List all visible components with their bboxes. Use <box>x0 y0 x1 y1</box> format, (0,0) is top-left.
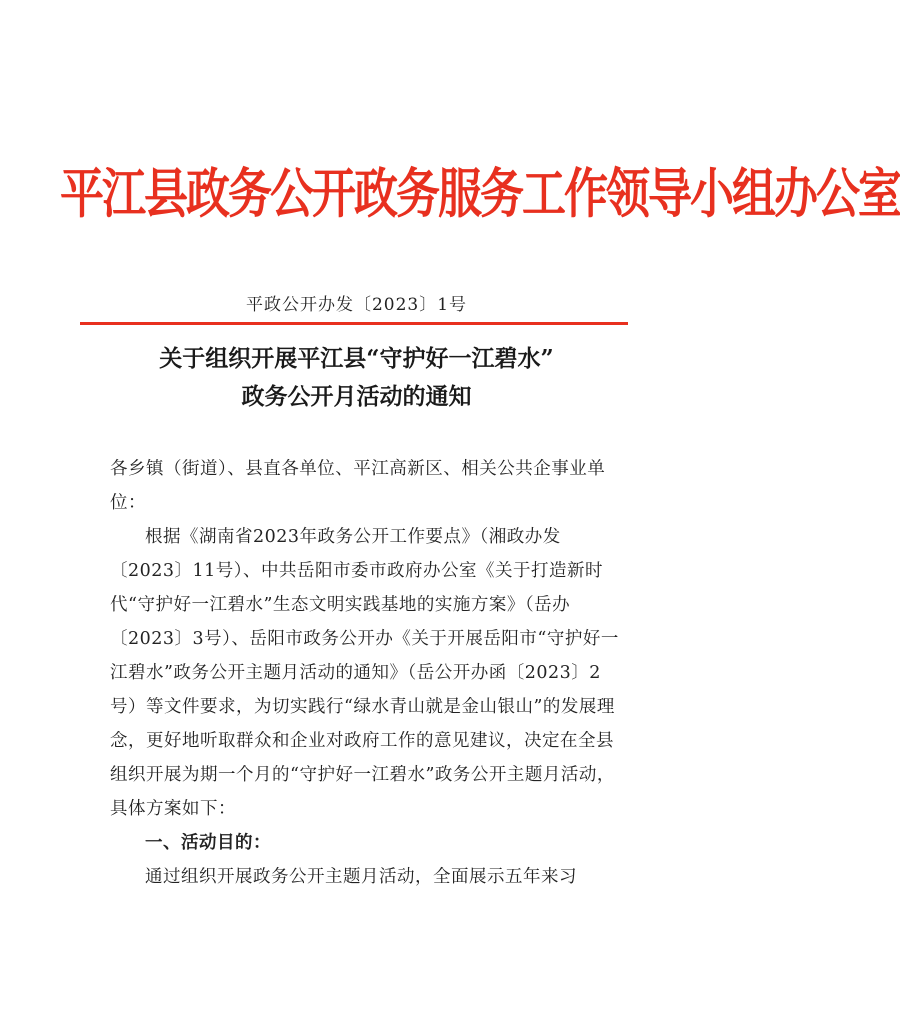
org-header-title: 平江县政务公开政务服务工作领导小组办公室 <box>60 163 900 226</box>
body-paragraph-2: 通过组织开展政务公开主题月活动，全面展示五年来习 <box>145 867 577 887</box>
salutation: 各乡镇（街道）、县直各单位、平江高新区、相关公共企事业单位： <box>110 459 606 513</box>
section-1-heading: 一、活动目的： <box>145 833 271 853</box>
document-title <box>0 340 713 416</box>
document-body <box>110 452 620 894</box>
title-line-1: 关于组织开展平江县“守护好一江碧水” <box>159 345 554 372</box>
red-divider-line <box>80 322 628 325</box>
document-number: 平政公开办发〔2023〕1号 <box>245 295 468 315</box>
title-line-2: 政务公开月活动的通知 <box>241 383 472 410</box>
body-paragraph-1: 根据《湖南省2023年政务公开工作要点》（湘政办发〔2023〕11号）、中共岳阳市委市政府办公室《关于打造新时代“守护好一江碧水”生态文明实践基地的实施方案》（岳办〔2023〕3号）、岳阳市政务公开办《关于开展岳阳市“守护好一江碧水”政务公开主题月活动的通知》（岳公开办函〔2023〕2号）等文件要求，为切实践行“绿水青山就是金山银山”的发展理念，更好地听取群众和企业对政府工作的意见建议，决定在全县组织开展为期一个月的“守护好一江碧水”政务公开主题月活动，具体方案如下： <box>110 527 619 819</box>
